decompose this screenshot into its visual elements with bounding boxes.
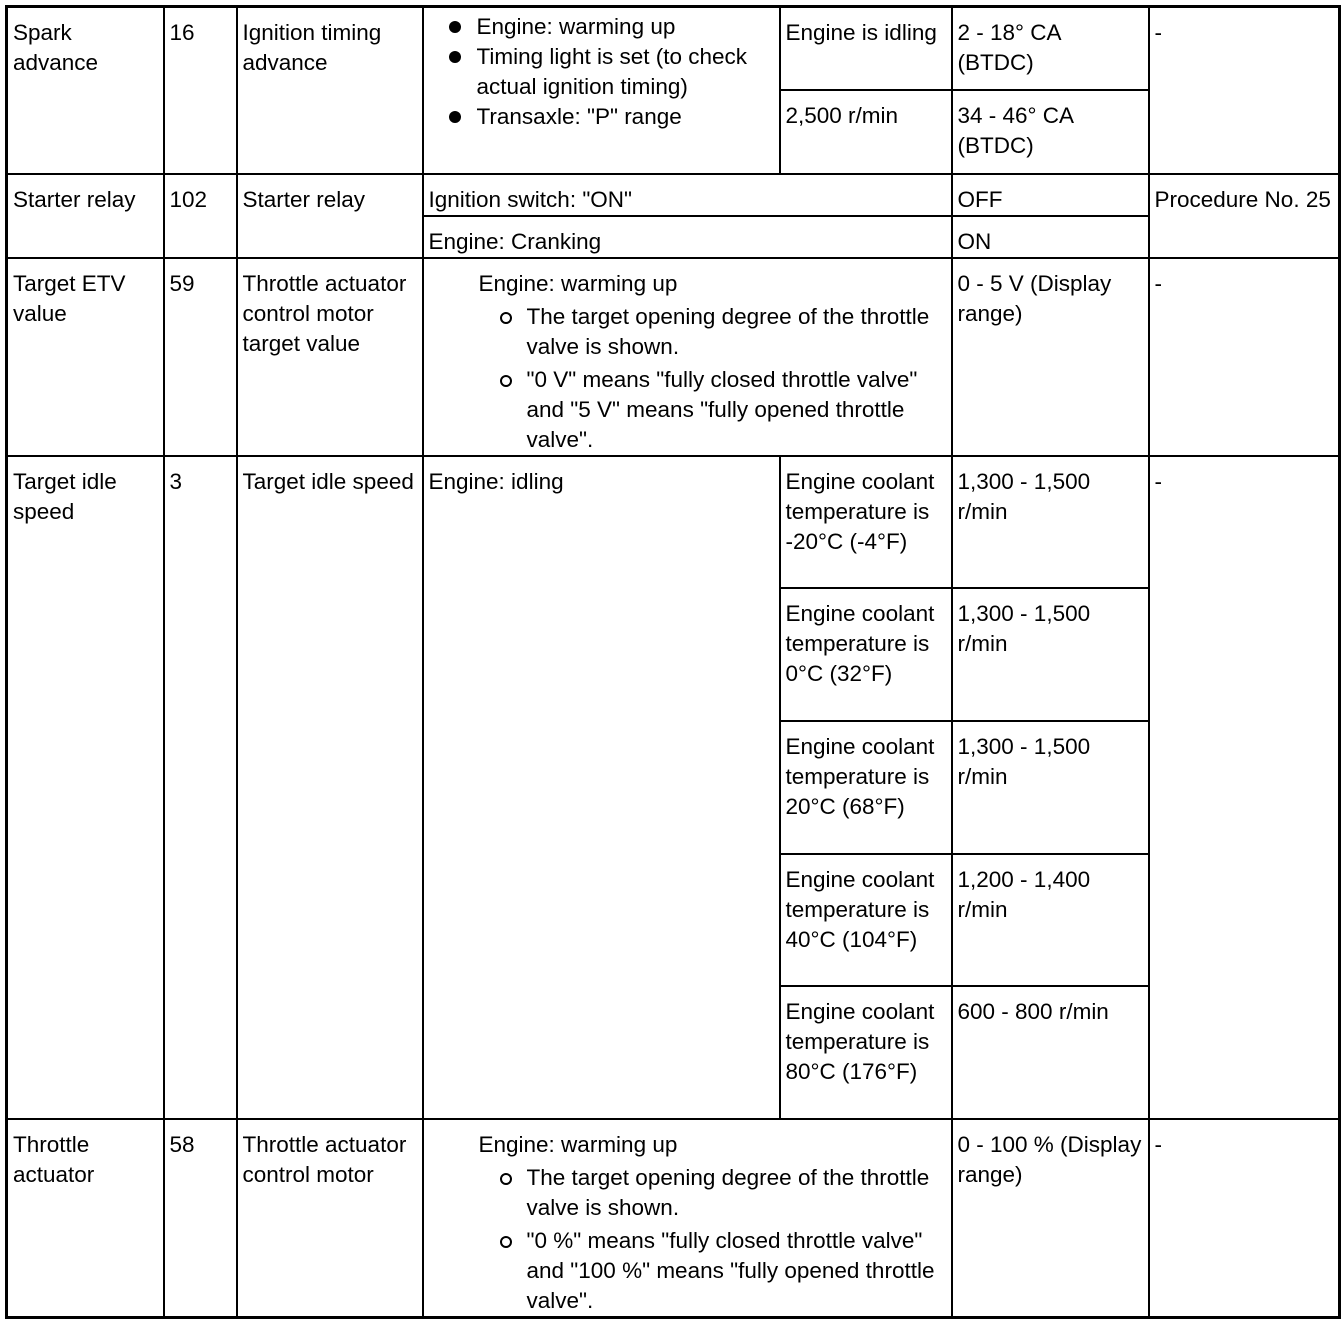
check-condition-cell [423, 7, 780, 174]
item-cell: Target ETV value [7, 258, 164, 456]
normal-condition-cell: 1,300 - 1,500 r/min [952, 721, 1149, 854]
inspection-procedure-cell: - [1149, 456, 1340, 1119]
inspection-procedure-cell: - [1149, 258, 1340, 456]
normal-condition-cell: 0 - 5 V (Display range) [952, 258, 1149, 456]
normal-condition-cell: OFF [952, 174, 1149, 216]
item-no-cell: 16 [164, 7, 237, 174]
item-cell: Starter relay [7, 174, 164, 258]
normal-condition-cell: 1,300 - 1,500 r/min [952, 456, 1149, 588]
list-item: The target opening degree of the throttle valve is shown. [429, 1163, 946, 1223]
description-cell: Ignition timing advance [237, 7, 423, 174]
list-item: The target opening degree of the throttle valve is shown. [429, 302, 946, 362]
list-item: Timing light is set (to check actual ignition timing) [429, 42, 774, 102]
list-item: Engine: warming up [429, 12, 774, 42]
list-item: "0 %" means "fully closed throttle valve" and "100 %" means "fully opened throttle valve". [429, 1226, 946, 1316]
item-no-cell: 58 [164, 1119, 237, 1318]
normal-condition-cell: 34 - 46° CA (BTDC) [952, 90, 1149, 174]
inspection-procedure-cell: - [1149, 1119, 1340, 1318]
check-condition-cell [423, 1119, 952, 1318]
description-cell: Starter relay [237, 174, 423, 258]
condition-heading: Engine: warming up [478, 270, 678, 296]
check-condition-cell: Engine: Cranking [423, 216, 952, 258]
description-cell: Throttle actuator control motor target value [237, 258, 423, 456]
item-cell: Spark advance [7, 7, 164, 174]
table-row [7, 456, 1340, 588]
note-list [429, 1163, 946, 1316]
sub-condition-cell: Engine coolant temperature is 80°C (176°F) [780, 986, 952, 1119]
description-cell: Target idle speed [237, 456, 423, 1119]
item-cell: Target idle speed [7, 456, 164, 1119]
check-condition-cell [423, 258, 952, 456]
description-cell: Throttle actuator control motor [237, 1119, 423, 1318]
normal-condition-cell: 1,300 - 1,500 r/min [952, 588, 1149, 721]
sub-condition-cell: Engine coolant temperature is 20°C (68°F) [780, 721, 952, 854]
table-row [7, 7, 1340, 90]
sub-condition-cell: Engine is idling [780, 7, 952, 90]
inspection-procedure-cell: - [1149, 7, 1340, 174]
service-data-table [5, 5, 1341, 1319]
item-no-cell: 102 [164, 174, 237, 258]
table-row [7, 174, 1340, 216]
normal-condition-cell: 2 - 18° CA (BTDC) [952, 7, 1149, 90]
sub-condition-cell: Engine coolant temperature is 0°C (32°F) [780, 588, 952, 721]
normal-condition-cell: 1,200 - 1,400 r/min [952, 854, 1149, 986]
normal-condition-cell: ON [952, 216, 1149, 258]
item-cell: Throttle actuator [7, 1119, 164, 1318]
sub-condition-cell: Engine coolant temperature is -20°C (-4°F) [780, 456, 952, 588]
sub-condition-cell: 2,500 r/min [780, 90, 952, 174]
check-condition-cell: Ignition switch: "ON" [423, 174, 952, 216]
condition-heading: Engine: warming up [478, 1131, 678, 1157]
table-row [7, 258, 1340, 456]
check-condition-cell: Engine: idling [423, 456, 780, 1119]
sub-condition-cell: Engine coolant temperature is 40°C (104°F) [780, 854, 952, 986]
table-row [7, 1119, 1340, 1318]
note-list [429, 302, 946, 455]
inspection-procedure-cell: Procedure No. 25 [1149, 174, 1340, 258]
normal-condition-cell: 600 - 800 r/min [952, 986, 1149, 1119]
normal-condition-cell: 0 - 100 % (Display range) [952, 1119, 1149, 1318]
item-no-cell: 59 [164, 258, 237, 456]
list-item: Transaxle: "P" range [429, 102, 774, 132]
item-no-cell: 3 [164, 456, 237, 1119]
list-item: "0 V" means "fully closed throttle valve" and "5 V" means "fully opened throttle valve". [429, 365, 946, 455]
condition-list [429, 12, 774, 132]
